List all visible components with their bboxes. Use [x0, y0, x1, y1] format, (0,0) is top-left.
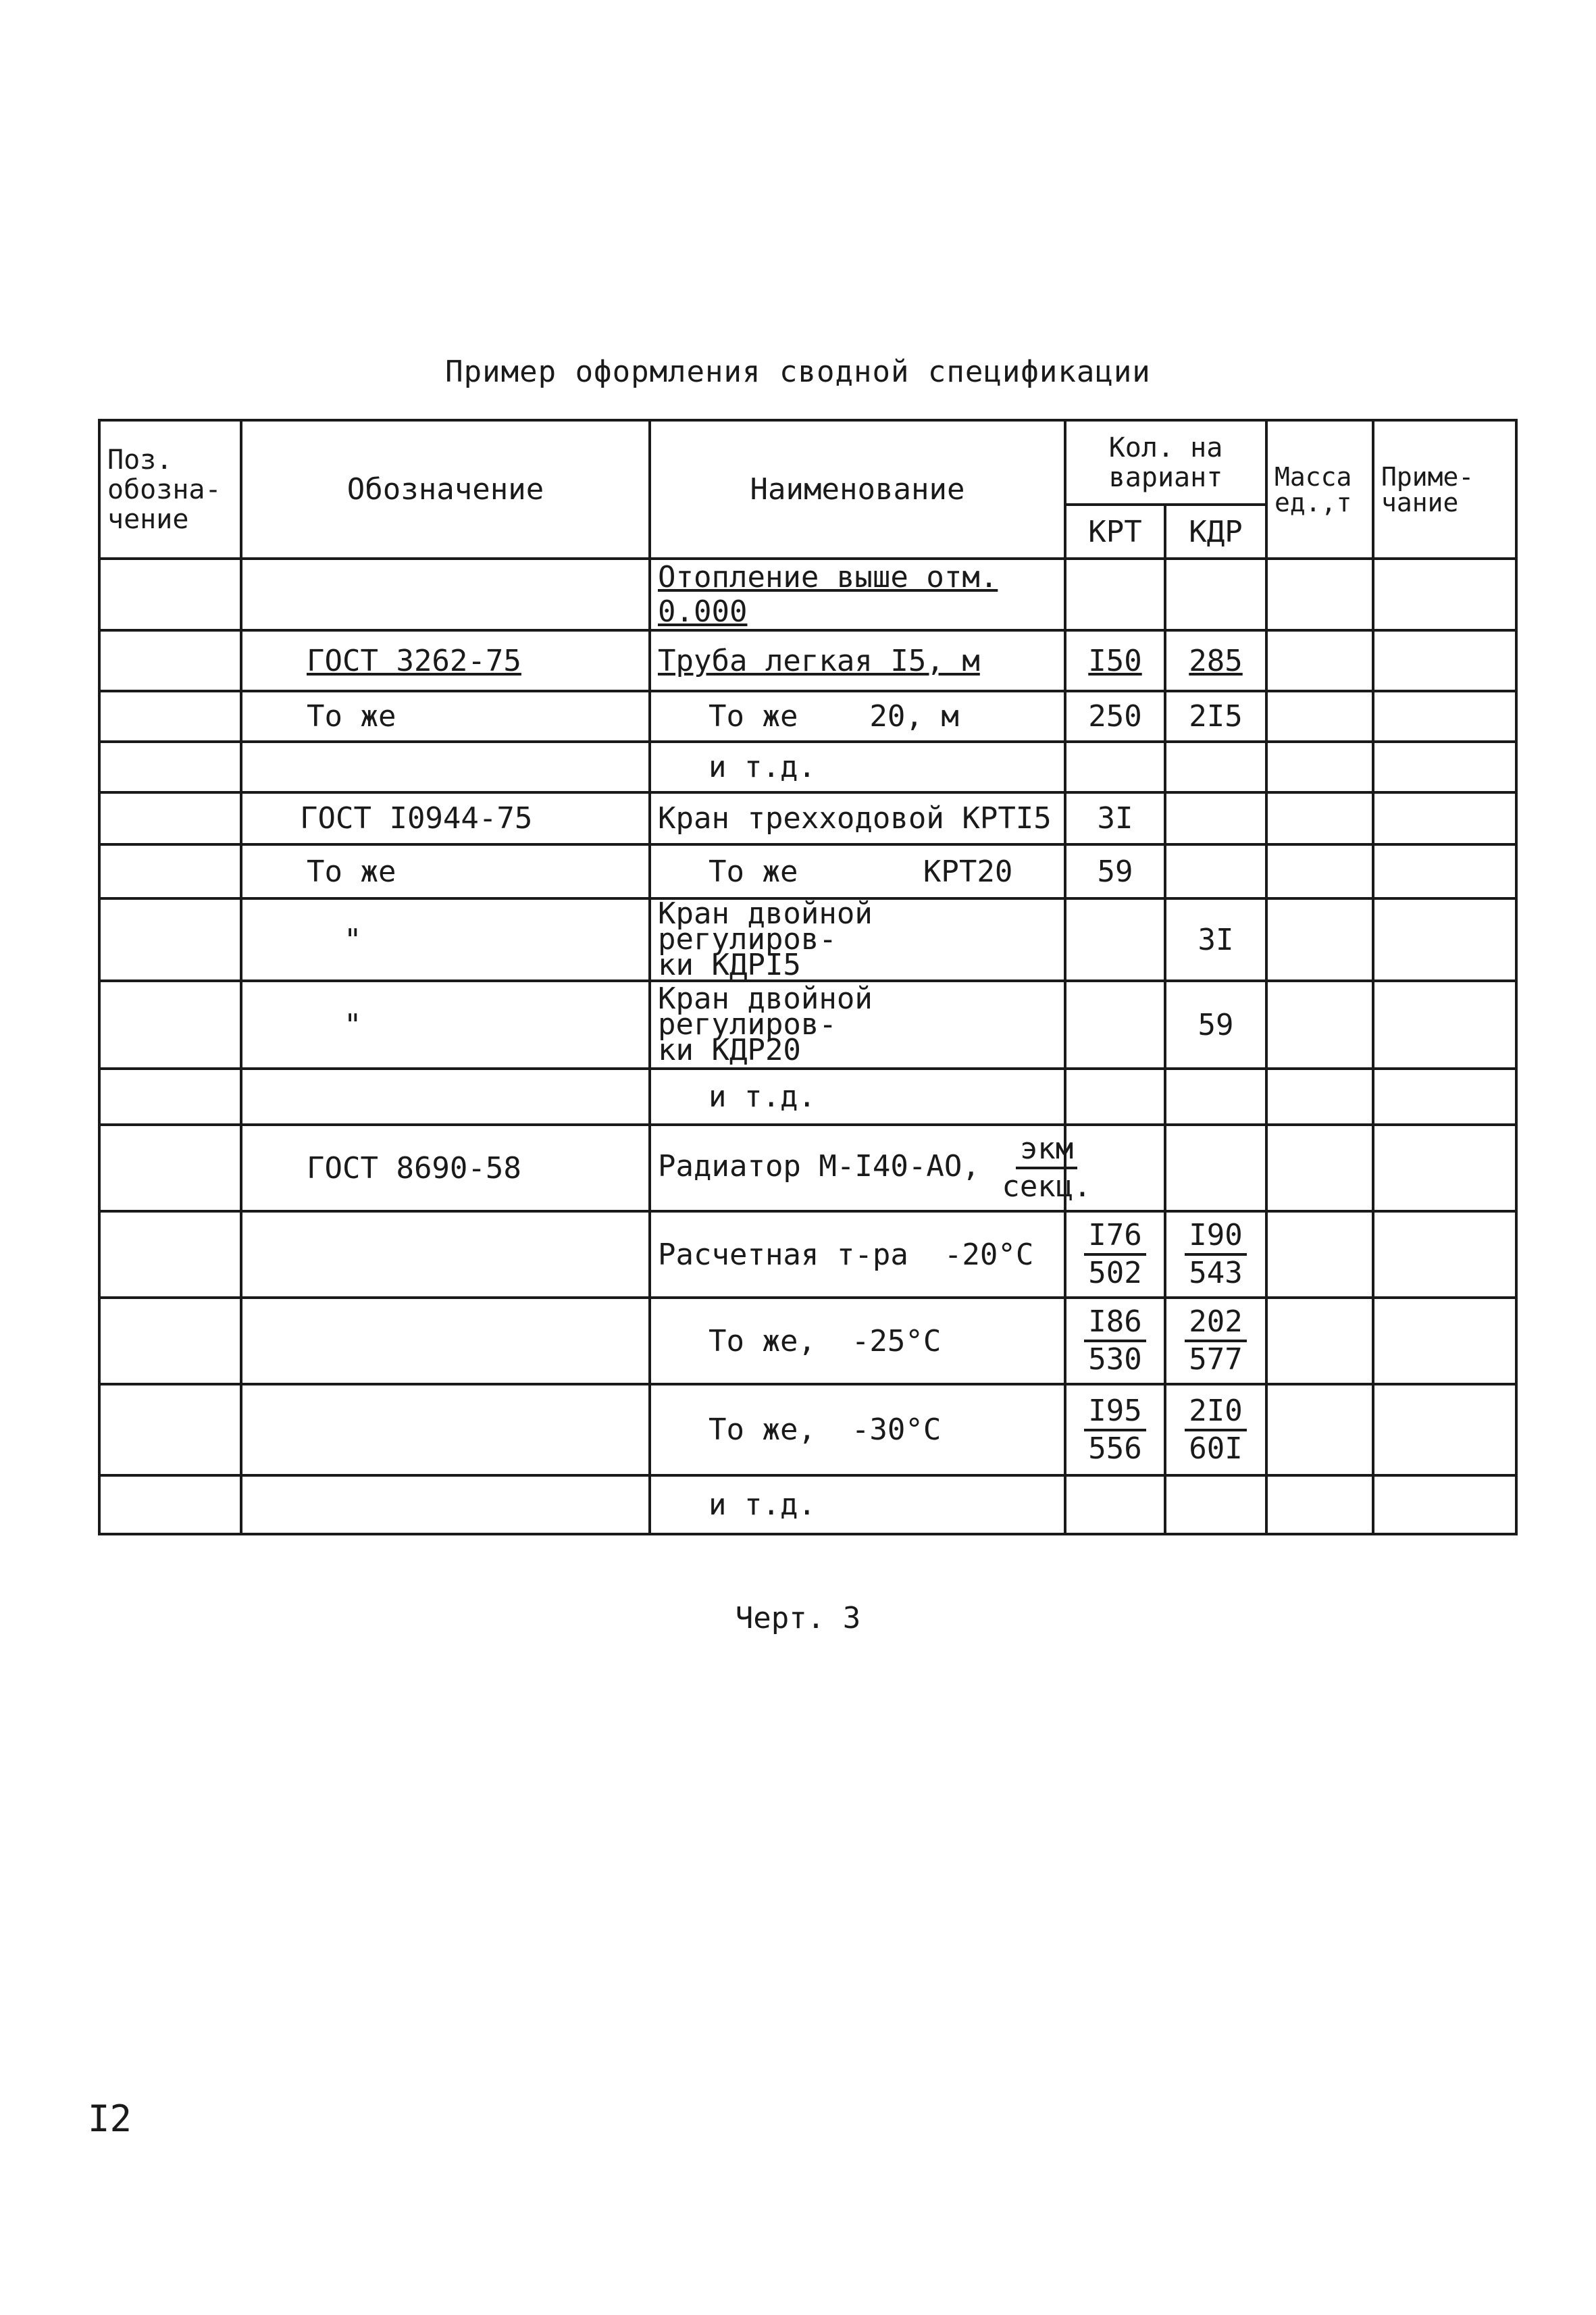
table-row: [99, 742, 1516, 792]
designation-cell: ГОСТ 3262-75: [241, 630, 650, 691]
designation-cell: То же: [241, 844, 650, 898]
name-cell: Радиатор М-I40-АО, $\frac{\text{экм}}{\text{секц.}}$: [650, 1125, 1065, 1211]
header-krt: КРТ: [1065, 505, 1165, 559]
table-row: [99, 1298, 1516, 1384]
name-cell: Кран трехходовой КРТI5: [650, 792, 1065, 844]
page-title: Пример оформления сводной спецификации: [445, 355, 1151, 389]
table-row: [99, 1069, 1516, 1125]
qty-kdr-cell: 285: [1165, 630, 1266, 691]
specification-table: [98, 419, 1518, 1535]
qty-krt-cell: $\frac{I76}{502}$: [1065, 1211, 1165, 1298]
qty-krt-cell: $\frac{I86}{530}$: [1065, 1298, 1165, 1384]
qty-kdr-cell: $\frac{2I0}{60I}$: [1165, 1384, 1266, 1475]
qty-krt-cell: 59: [1065, 844, 1165, 898]
name-cell: и т.д.: [650, 1475, 1065, 1534]
header-row: [99, 420, 1516, 505]
page-number: I2: [88, 2097, 132, 2140]
name-cell: и т.д.: [650, 1069, 1065, 1125]
table-row: [99, 1475, 1516, 1534]
name-cell: Кран двойной регулиров- ки КДРI5: [650, 898, 1065, 981]
unit-fraction: $\frac{\text{экм}}{\text{секц.}}$: [1002, 1131, 1091, 1204]
qty-kdr-cell: 59: [1165, 981, 1266, 1069]
header-position: Поз. обозна- чение: [99, 420, 241, 559]
designation-cell: ": [241, 981, 650, 1069]
designation-cell: ГОСТ 8690-58: [241, 1125, 650, 1211]
qty-kdr-cell: 2I5: [1165, 691, 1266, 742]
section-heading: Отопление выше отм. 0.000: [650, 559, 1065, 630]
designation-cell: ГОСТ I0944-75: [241, 792, 650, 844]
table-row: [99, 559, 1516, 630]
qty-kdr-cell: $\frac{202}{577}$: [1165, 1298, 1266, 1384]
table-row: [99, 1211, 1516, 1298]
header-mass: Масса ед.,т: [1266, 420, 1373, 559]
name-cell: и т.д.: [650, 742, 1065, 792]
qty-kdr-cell: 3I: [1165, 898, 1266, 981]
name-cell: То же, -30°С: [650, 1384, 1065, 1475]
qty-krt-cell: I50: [1065, 630, 1165, 691]
name-cell: То же КРТ20: [650, 844, 1065, 898]
header-note: Приме- чание: [1373, 420, 1516, 559]
table-row: [99, 691, 1516, 742]
table-row: [99, 630, 1516, 691]
table-row: [99, 844, 1516, 898]
header-quantity: Кол. на вариант: [1065, 420, 1266, 505]
table-row: [99, 981, 1516, 1069]
table-row: [99, 792, 1516, 844]
designation-cell: То же: [241, 691, 650, 742]
header-name: Наименование: [650, 420, 1065, 559]
name-cell: Кран двойной регулиров- ки КДР20: [650, 981, 1065, 1069]
qty-krt-cell: 3I: [1065, 792, 1165, 844]
qty-kdr-cell: $\frac{I90}{543}$: [1165, 1211, 1266, 1298]
table-row: [99, 1384, 1516, 1475]
header-designation: Обозначение: [241, 420, 650, 559]
table-row: [99, 1125, 1516, 1211]
figure-caption: Черт. 3: [735, 1601, 861, 1635]
qty-krt-cell: $\frac{I95}{556}$: [1065, 1384, 1165, 1475]
name-cell: То же, -25°С: [650, 1298, 1065, 1384]
designation-cell: ": [241, 898, 650, 981]
name-cell: Труба легкая I5, м: [650, 630, 1065, 691]
header-kdr: КДР: [1165, 505, 1266, 559]
name-cell: То же 20, м: [650, 691, 1065, 742]
qty-krt-cell: 250: [1065, 691, 1165, 742]
name-cell: Расчетная т-ра -20°С: [650, 1211, 1065, 1298]
table-row: [99, 898, 1516, 981]
